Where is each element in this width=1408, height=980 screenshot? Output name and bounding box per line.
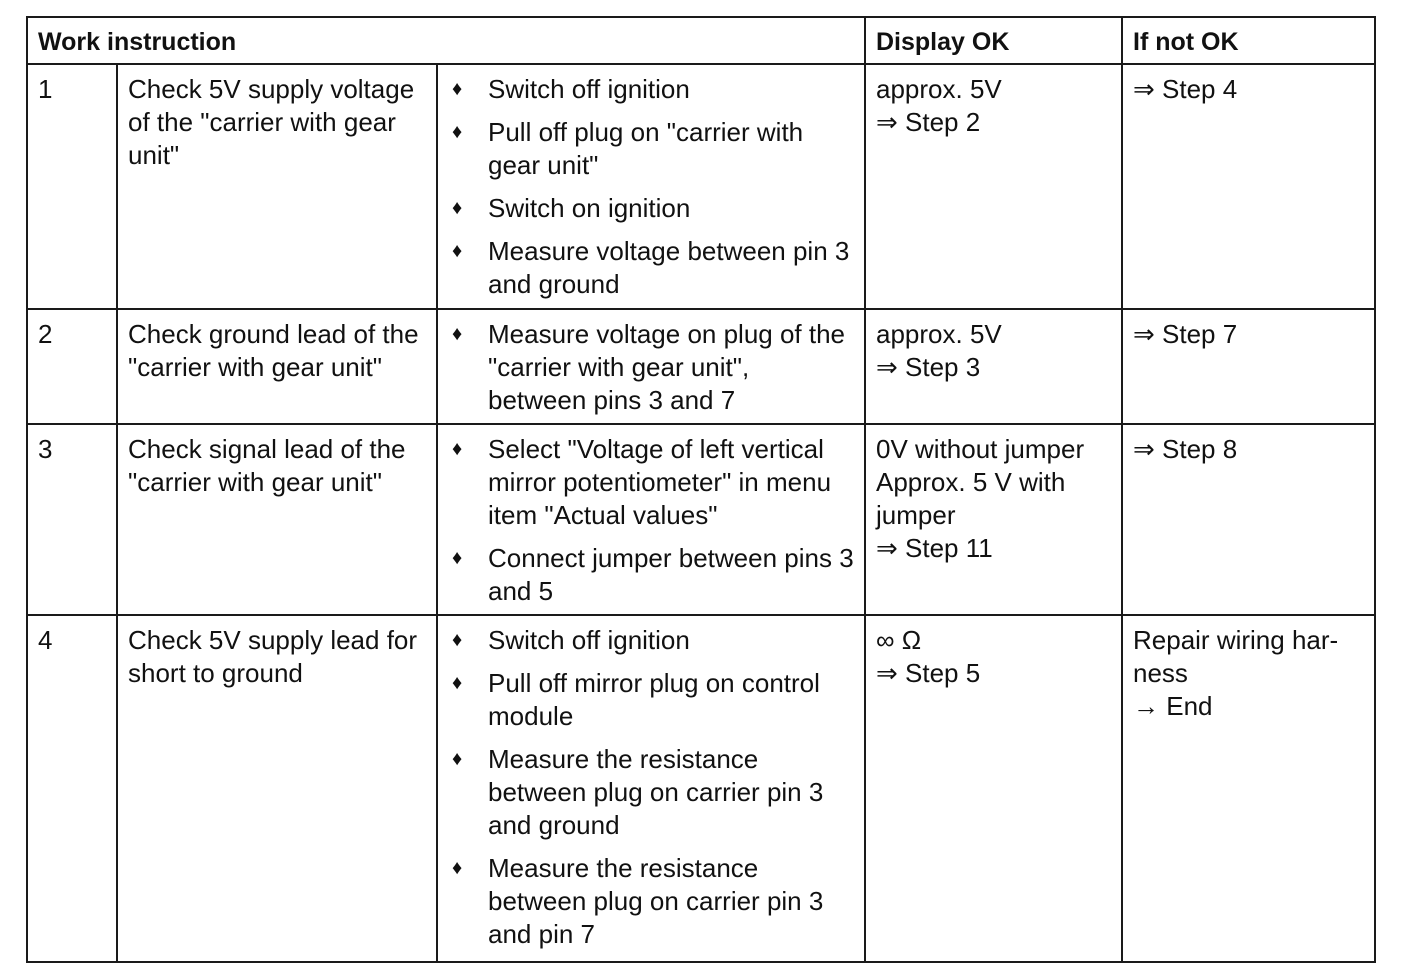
diamond-bullet-icon: ♦ xyxy=(452,121,463,143)
display-ok-cell xyxy=(865,615,1122,962)
list-item xyxy=(448,667,854,733)
procedure-steps xyxy=(437,615,865,962)
list-item xyxy=(448,852,854,951)
display-ok-cell xyxy=(865,64,1122,309)
diamond-bullet-icon: ♦ xyxy=(452,197,463,219)
display-ok-cell xyxy=(865,309,1122,424)
procedure-steps xyxy=(437,424,865,615)
list-item xyxy=(448,433,854,532)
procedure-step-text: Pull off mirror plug on control module xyxy=(488,668,820,731)
procedure-step-text: Switch off ignition xyxy=(488,625,690,655)
header-display-ok: Display OK xyxy=(865,17,1122,64)
list-item xyxy=(448,542,854,608)
table-row xyxy=(27,615,1375,962)
diamond-bullet-icon: ♦ xyxy=(452,748,463,770)
if-not-ok-text: Repair wiring har- xyxy=(1133,625,1339,655)
procedure-steps xyxy=(437,64,865,309)
display-ok-text: approx. 5V xyxy=(876,319,1002,349)
list-item xyxy=(448,624,854,657)
diamond-bullet-icon: ♦ xyxy=(452,857,463,879)
procedure-step-text: Pull off plug on "carrier with gear unit" xyxy=(488,117,804,180)
step-number: 4 xyxy=(27,615,117,962)
procedure-step-text: Switch off ignition xyxy=(488,74,690,104)
display-ok-text: 0V without jumper xyxy=(876,434,1085,464)
procedure-step-text: Switch on ignition xyxy=(488,193,691,223)
procedure-step-text: Measure the resistance between plug on carrier pin 3 and ground xyxy=(488,744,824,840)
table-row xyxy=(27,309,1375,424)
if-not-ok-text: → End xyxy=(1133,691,1213,721)
header-work-instruction: Work instruction xyxy=(27,17,865,64)
check-description: Check 5V supply lead for short to ground xyxy=(117,615,437,962)
display-ok-text: ⇒ Step 2 xyxy=(876,107,981,137)
if-not-ok-cell xyxy=(1122,424,1375,615)
procedure-step-list xyxy=(448,624,854,951)
if-not-ok-text: ness xyxy=(1133,658,1188,688)
header-row xyxy=(27,17,1375,64)
procedure-step-text: Measure voltage between pin 3 and ground xyxy=(488,236,850,299)
check-description: Check ground lead of the "carrier with gear unit" xyxy=(117,309,437,424)
if-not-ok-cell xyxy=(1122,615,1375,962)
list-item xyxy=(448,235,854,301)
procedure-step-list xyxy=(448,433,854,608)
diamond-bullet-icon: ♦ xyxy=(452,438,463,460)
display-ok-cell xyxy=(865,424,1122,615)
procedure-step-text: Measure voltage on plug of the "carrier with gear unit", between pins 3 and 7 xyxy=(488,319,846,415)
if-not-ok-text: ⇒ Step 7 xyxy=(1133,319,1238,349)
display-ok-text: Approx. 5 V with jumper xyxy=(876,467,1066,530)
table-row xyxy=(27,424,1375,615)
diamond-bullet-icon: ♦ xyxy=(452,547,463,569)
if-not-ok-text: ⇒ Step 8 xyxy=(1133,434,1238,464)
list-item xyxy=(448,318,854,417)
list-item xyxy=(448,116,854,182)
if-not-ok-cell xyxy=(1122,64,1375,309)
table-body xyxy=(27,64,1375,962)
if-not-ok-cell xyxy=(1122,309,1375,424)
procedure-step-list xyxy=(448,318,854,417)
procedure-step-text: Select "Voltage of left vertical mirror potentiometer" in menu item "Actual values" xyxy=(488,434,832,530)
procedure-step-text: Connect jumper between pins 3 and 5 xyxy=(488,543,854,606)
diamond-bullet-icon: ♦ xyxy=(452,672,463,694)
step-number: 2 xyxy=(27,309,117,424)
list-item xyxy=(448,73,854,106)
procedure-step-list xyxy=(448,73,854,301)
procedure-steps xyxy=(437,309,865,424)
diamond-bullet-icon: ♦ xyxy=(452,323,463,345)
work-instruction-table xyxy=(26,16,1376,963)
display-ok-text: approx. 5V xyxy=(876,74,1002,104)
display-ok-text: ⇒ Step 3 xyxy=(876,352,981,382)
list-item xyxy=(448,192,854,225)
diamond-bullet-icon: ♦ xyxy=(452,629,463,651)
table-row xyxy=(27,64,1375,309)
display-ok-text: ∞ Ω xyxy=(876,625,922,655)
check-description: Check signal lead of the "carrier with gear unit" xyxy=(117,424,437,615)
header-if-not-ok: If not OK xyxy=(1122,17,1375,64)
display-ok-text: ⇒ Step 5 xyxy=(876,658,981,688)
step-number: 3 xyxy=(27,424,117,615)
if-not-ok-text: ⇒ Step 4 xyxy=(1133,74,1238,104)
display-ok-text: ⇒ Step 11 xyxy=(876,533,993,563)
list-item xyxy=(448,743,854,842)
diamond-bullet-icon: ♦ xyxy=(452,240,463,262)
diamond-bullet-icon: ♦ xyxy=(452,78,463,100)
check-description: Check 5V supply voltage of the "carrier with gear unit" xyxy=(117,64,437,309)
procedure-step-text: Measure the resistance between plug on carrier pin 3 and pin 7 xyxy=(488,853,824,949)
step-number: 1 xyxy=(27,64,117,309)
